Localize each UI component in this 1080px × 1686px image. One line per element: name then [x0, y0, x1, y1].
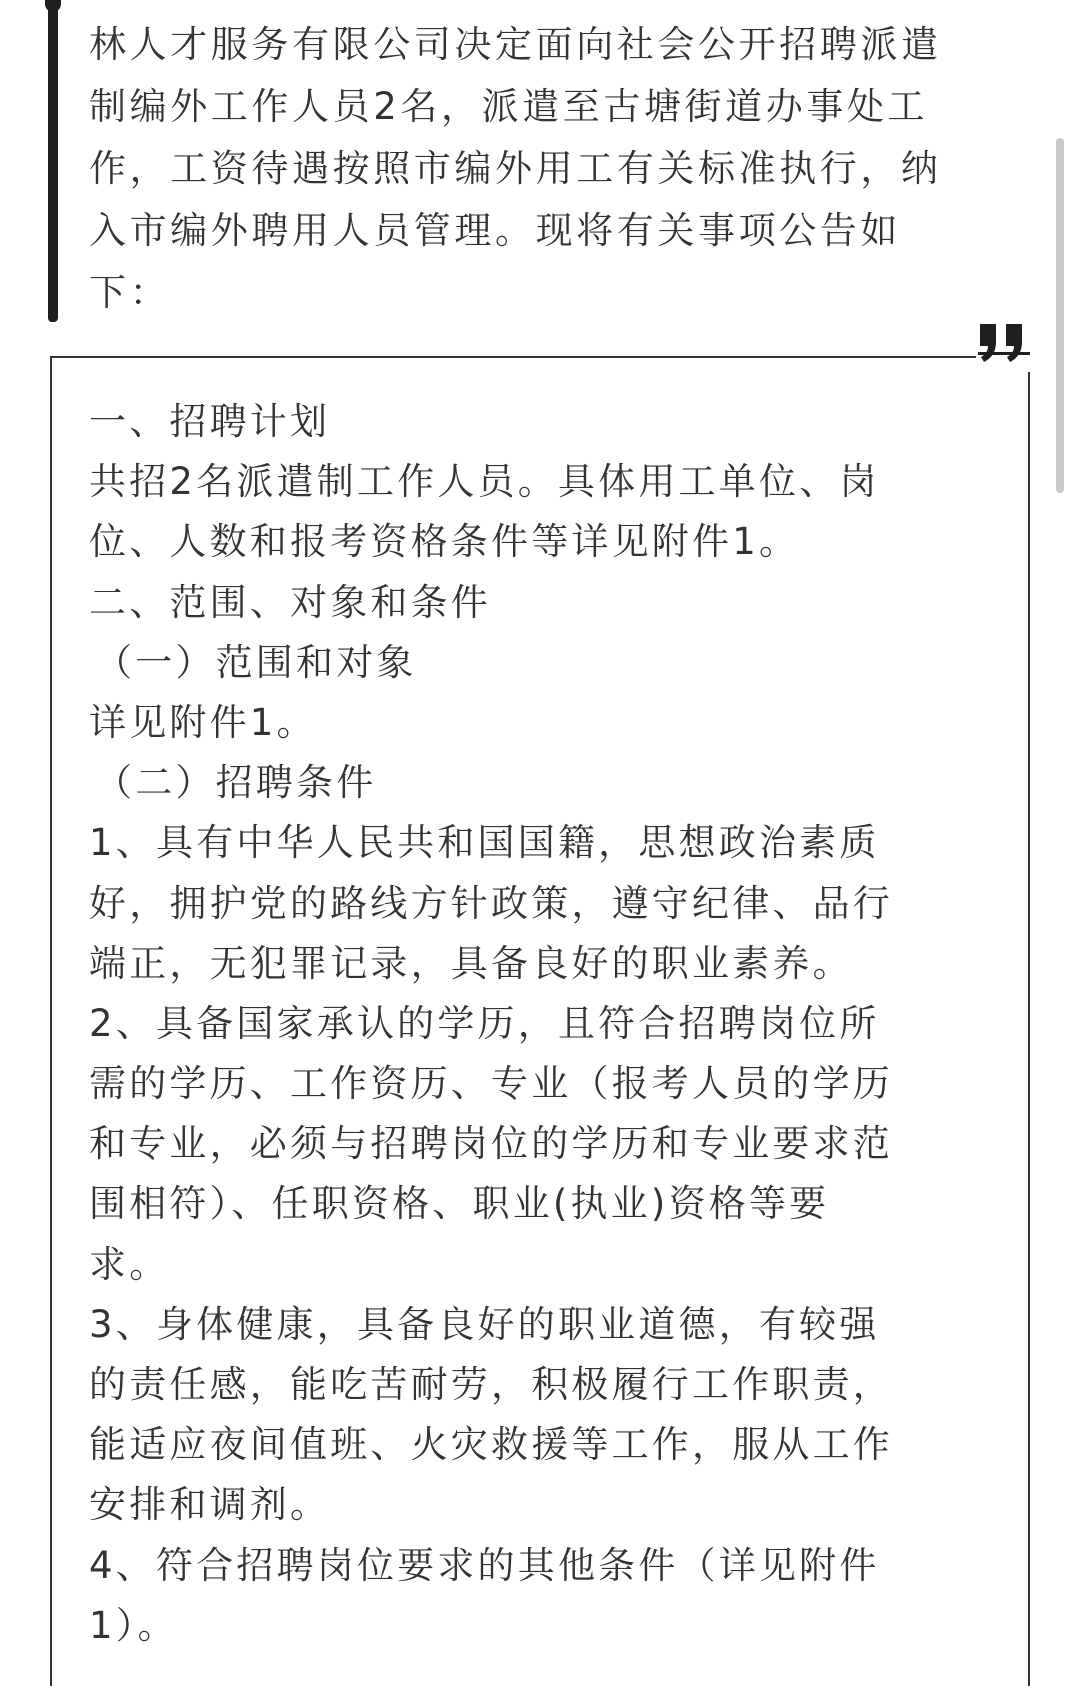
- intro-paragraph: [89, 14, 1029, 324]
- body-line: 安排和调剂。: [89, 1483, 331, 1527]
- body-line: 4、符合招聘岗位要求的其他条件（详见附件: [89, 1543, 880, 1587]
- body-line: 和专业，必须与招聘岗位的学历和专业要求范: [89, 1122, 893, 1166]
- body-line: 端正，无犯罪记录，具备良好的职业素养。: [89, 941, 853, 985]
- section-heading: 一、招聘计划: [89, 400, 331, 443]
- intro-line: 制编外工作人员2名，派遣至古塘街道办事处工: [89, 85, 929, 128]
- intro-line: 作，工资待遇按照市编外用工有关标准执行，纳: [89, 147, 942, 190]
- body-line: 共招2名派遣制工作人员。具体用工单位、岗: [89, 460, 880, 504]
- body-line: 好，拥护党的路线方针政策，遵守纪律、品行: [89, 881, 893, 925]
- intro-line: 林人才服务有限公司决定面向社会公开招聘派遣: [89, 23, 942, 66]
- body-line: 详见附件1。: [89, 700, 317, 744]
- body-line: 3、身体健康，具备良好的职业道德，有较强: [89, 1302, 880, 1346]
- subsection-heading: （二）招聘条件: [95, 761, 377, 805]
- quote-bar: [48, 0, 58, 322]
- closing-quote-icon: [976, 318, 1032, 372]
- body-line: 1、具有中华人民共和国国籍，思想政治素质: [89, 821, 880, 865]
- body-line: 位、人数和报考资格条件等详见附件1。: [89, 520, 800, 564]
- body-line: 能适应夜间值班、火灾救援等工作，服从工作: [89, 1423, 893, 1467]
- subsection-heading: （一）范围和对象: [95, 640, 417, 684]
- body-line: 围相符）、任职资格、职业(执业)资格等要: [89, 1182, 830, 1226]
- scrollbar-thumb[interactable]: [1056, 138, 1064, 493]
- intro-line: 下：: [89, 271, 171, 314]
- body-line: 需的学历、工作资历、专业（报考人员的学历: [89, 1062, 893, 1106]
- body-line: 1）。: [89, 1603, 178, 1647]
- body-line: 2、具备国家承认的学历，且符合招聘岗位所: [89, 1001, 880, 1045]
- section-heading: 二、范围、对象和条件: [89, 580, 491, 624]
- body-line: 的责任感，能吃苦耐劳，积极履行工作职责，: [89, 1363, 893, 1406]
- intro-line: 入市编外聘用人员管理。现将有关事项公告如: [89, 209, 901, 252]
- body-line: 求。: [89, 1242, 170, 1286]
- announcement-body: [89, 392, 989, 1656]
